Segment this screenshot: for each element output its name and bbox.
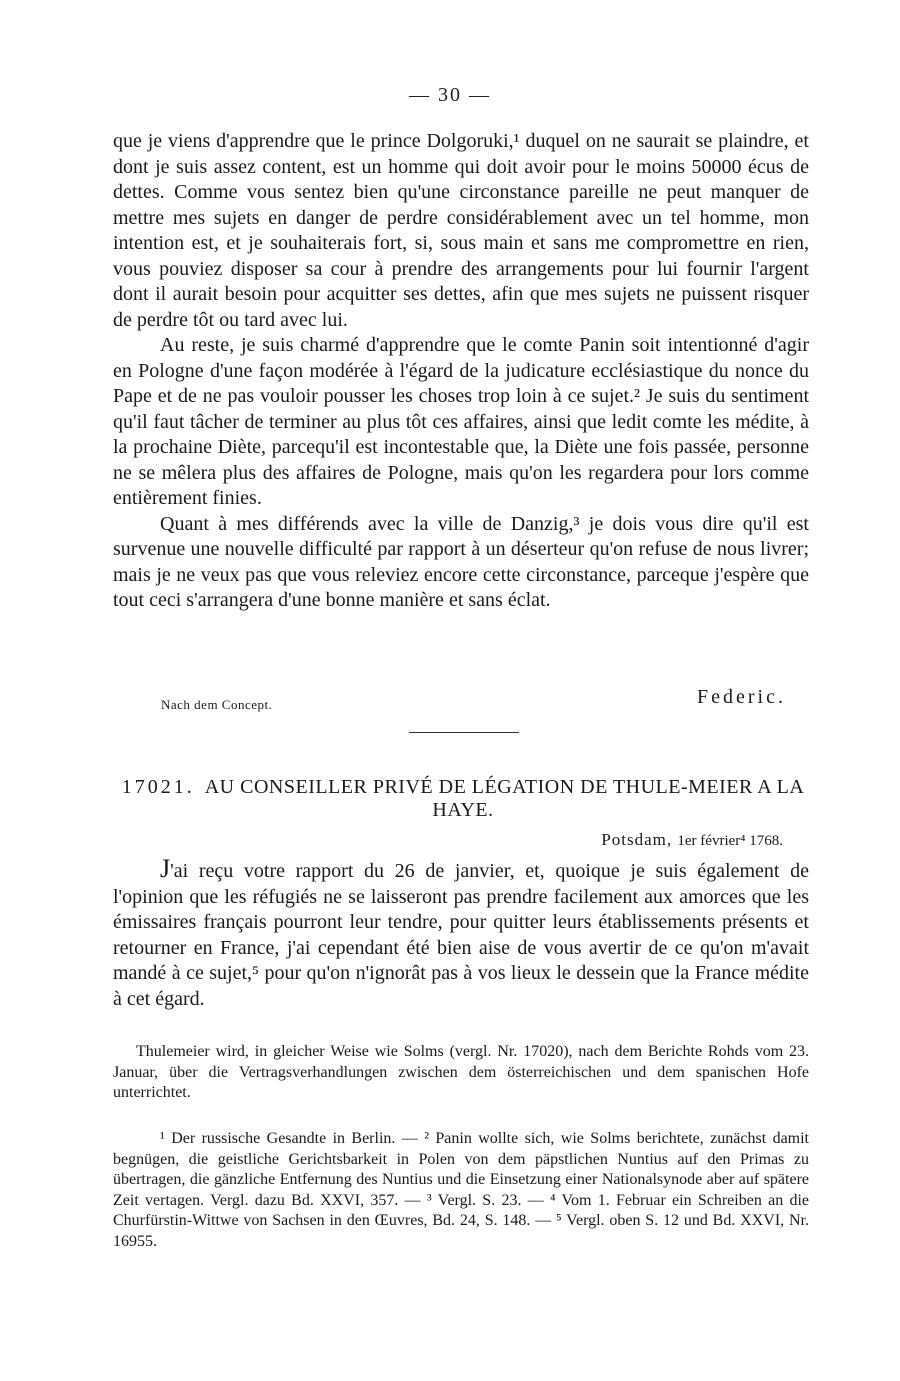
source-note: Nach dem Concept. [161, 697, 273, 712]
letter-heading [113, 776, 813, 822]
letter-body [113, 129, 809, 614]
letter-number: 17021. [121, 776, 195, 798]
letter-2-paragraph: 'ai reçu votre rapport du 26 de janvier, et, quoique je suis également de l'opinion que les réfugiés ne se laisseront pas prendre facilement aux amorces que les émissaires français pourront leur tendre, pour quitter leurs établissements présents et retourner en France, j'ai cependant été bien aise de vous avertir de ce qu'on m'avait mandé à ce sujet,⁵ pour qu'on n'ignorât pas à vos lieux le dessein que la France médite à cet égard. [113, 860, 809, 1010]
dateline [601, 830, 783, 850]
paragraph-1: que je viens d'apprendre que le prince Dolgoruki,¹ duquel on ne saurait se plaindre, et dont je suis assez content, est un homme qui doit avoir pour le moins 50000 écus de dettes. Comme vous sentez bien qu'une circonstance pareille ne peut manquer de mettre mes sujets en danger de perdre considérablement avec un tel homme, mon intention est, et je souhaiterais fort, si, sous main et sans me compromettre en rien, vous pouviez disposer sa cour à prendre des arrangements pour lui fournir l'argent dont il aurait besoin pour acquitter ses dettes, afin que mes sujets ne puissent risquer de perdre tôt ou tard avec lui. [113, 130, 809, 331]
letter-title: AU CONSEILLER PRIVÉ DE LÉGATION DE THULE-MEIER A LA HAYE. [204, 776, 805, 821]
letter-2-text [113, 856, 809, 1012]
date: 1er février⁴ 1768. [677, 833, 783, 849]
letter-2-body [113, 856, 809, 1012]
section-divider [409, 732, 519, 733]
editorial-note: Thulemeier wird, in gleicher Weise wie Solms (vergl. Nr. 17020), nach dem Berichte Rohds vom 23. Januar, über die Vertragsverhandlungen zwischen dem österreichischen und dem spanischen Hofe unterrichtet. [113, 1043, 809, 1101]
initial-letter: J [160, 854, 171, 883]
footnotes: ¹ Der russische Gesandte in Berlin. — ² Panin wollte sich, wie Solms berichtete, zunächst damit begnügen, die geistliche Gerichtsbarkeit in Polen von dem päpstlichen Nuntius auf den Primas zu übertragen, die gänzliche Entfernung des Nuntius und die Einsetzung einer Nationalsynode aber auf spätere Zeit vertagen. Vergl. dazu Bd. XXVI, 357. — ³ Vergl. S. 23. — ⁴ Vom 1. Februar ein Schreiben an die Churfürstin-Wittwe von Sachsen in den Œuvres, Bd. 24, S. 148. — ⁵ Vergl. oben S. 12 und Bd. XXVI, Nr. 16955. [113, 1130, 809, 1250]
signature: Federic. [697, 686, 786, 708]
place: Potsdam, [601, 830, 673, 849]
paragraph-2: Au reste, je suis charmé d'apprendre que le comte Panin soit intentionné d'agir en Pologne d'une façon modérée à l'égard de la judicature ecclésiastique du nonce du Pape et de ne pas vouloir pousser les choses trop loin à ce sujet.² Je suis du sentiment qu'il faut tâcher de terminer au plus tôt ces affaires, ainsi que ledit comte les médite, à la prochaine Diète, parcequ'il est incontestable que, la Diète une fois passée, personne ne se mêlera plus des affaires de Pologne, mais qu'on les regardera pour lors comme entièrement finies. [113, 334, 809, 509]
page-number: — 30 — [409, 84, 491, 106]
paragraph-3: Quant à mes différends avec la ville de Danzig,³ je dois vous dire qu'il est survenue une nouvelle difficulté par rapport à un déserteur qu'on refuse de nous livrer; mais je ne veux pas que vous releviez encore cette circonstance, parceque j'espère que tout ceci s'arrangera d'une bonne manière et sans éclat. [113, 512, 809, 611]
